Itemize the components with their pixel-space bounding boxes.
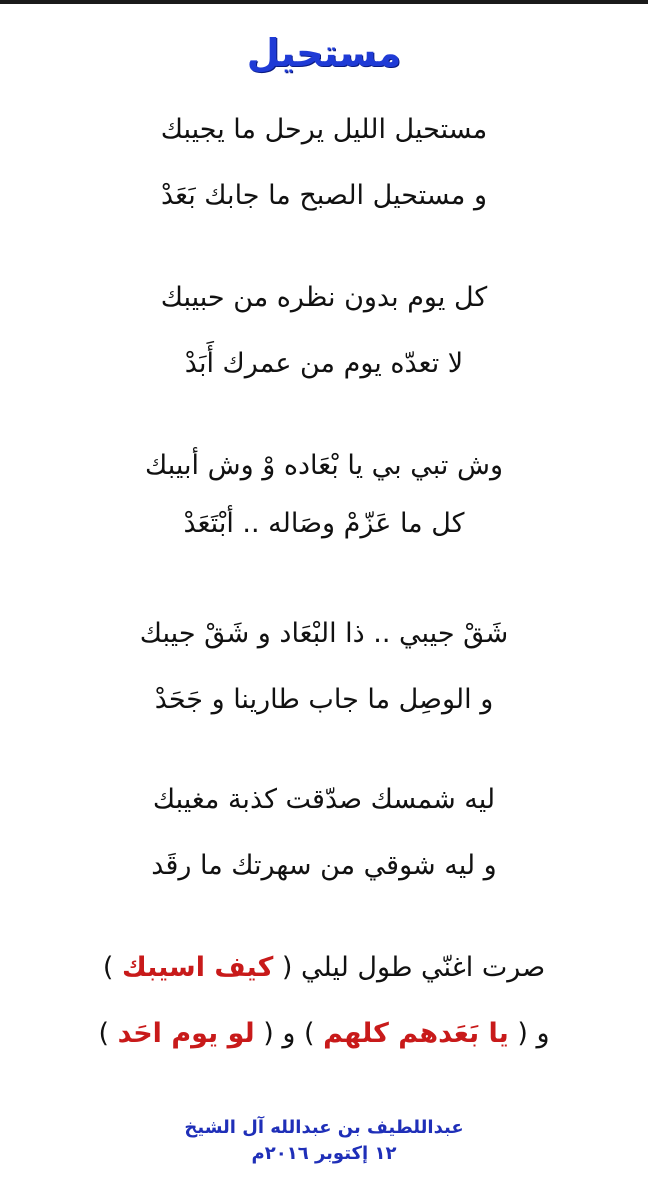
stanza-6-line-2-highlight-2: لو يوم احَد xyxy=(117,1018,255,1049)
signature-date: ١٢ إكتوبر ٢٠١٦م xyxy=(251,1143,397,1164)
stanza-2-line-2: لا تعدّه يوم من عمرك أَبَدْ xyxy=(184,348,464,379)
author-name: عبداللطيف بن عبدالله آل الشيخ xyxy=(184,1117,464,1138)
stanza-6-line-2-part-2: ) و ( xyxy=(263,1018,315,1049)
stanza-4-line-1: شَقْ جيبي .. ذا البْعَاد و شَقْ جيبك xyxy=(139,618,509,649)
stanza-6-line-1-text-before: صرت اغنّي طول ليلي ( xyxy=(281,952,546,983)
stanza-5-line-2: و ليه شوقي من سهرتك ما رقَد xyxy=(151,850,497,881)
stanza-3-line-2: كل ما عَزّمْ وصَاله .. أبْتَعَدْ xyxy=(183,508,465,539)
poem-title: مستحيل xyxy=(246,31,402,75)
stanza-2-line-1: كل يوم بدون نظره من حبيبك xyxy=(160,282,488,313)
stanza-6-line-1 xyxy=(0,948,648,988)
stanza-6-line-2 xyxy=(0,1014,648,1054)
stanza-6-line-2-part-1: و ( xyxy=(517,1018,550,1049)
stanza-5-line-1: ليه شمسك صدّقت كذبة مغيبك xyxy=(152,784,496,815)
top-border-line xyxy=(0,0,648,4)
stanza-6-line-1-highlight: كيف اسيبك xyxy=(122,952,274,983)
stanza-1-line-1: مستحيل الليل يرحل ما يجيبك xyxy=(160,114,488,145)
stanza-6-line-2-highlight-1: يا بَعَدهم كلهم xyxy=(323,1018,509,1049)
stanza-1-line-2: و مستحيل الصبح ما جابك بَعَدْ xyxy=(161,180,487,211)
stanza-6-line-2-part-3: ) xyxy=(98,1018,110,1049)
stanza-6-line-1-text-after: ) xyxy=(102,952,114,983)
stanza-4-line-2: و الوصِل ما جاب طارينا و جَحَدْ xyxy=(154,684,494,715)
stanza-3-line-1: وش تبي بي يا بْعَاده وْ وش أبيبك xyxy=(144,450,504,481)
